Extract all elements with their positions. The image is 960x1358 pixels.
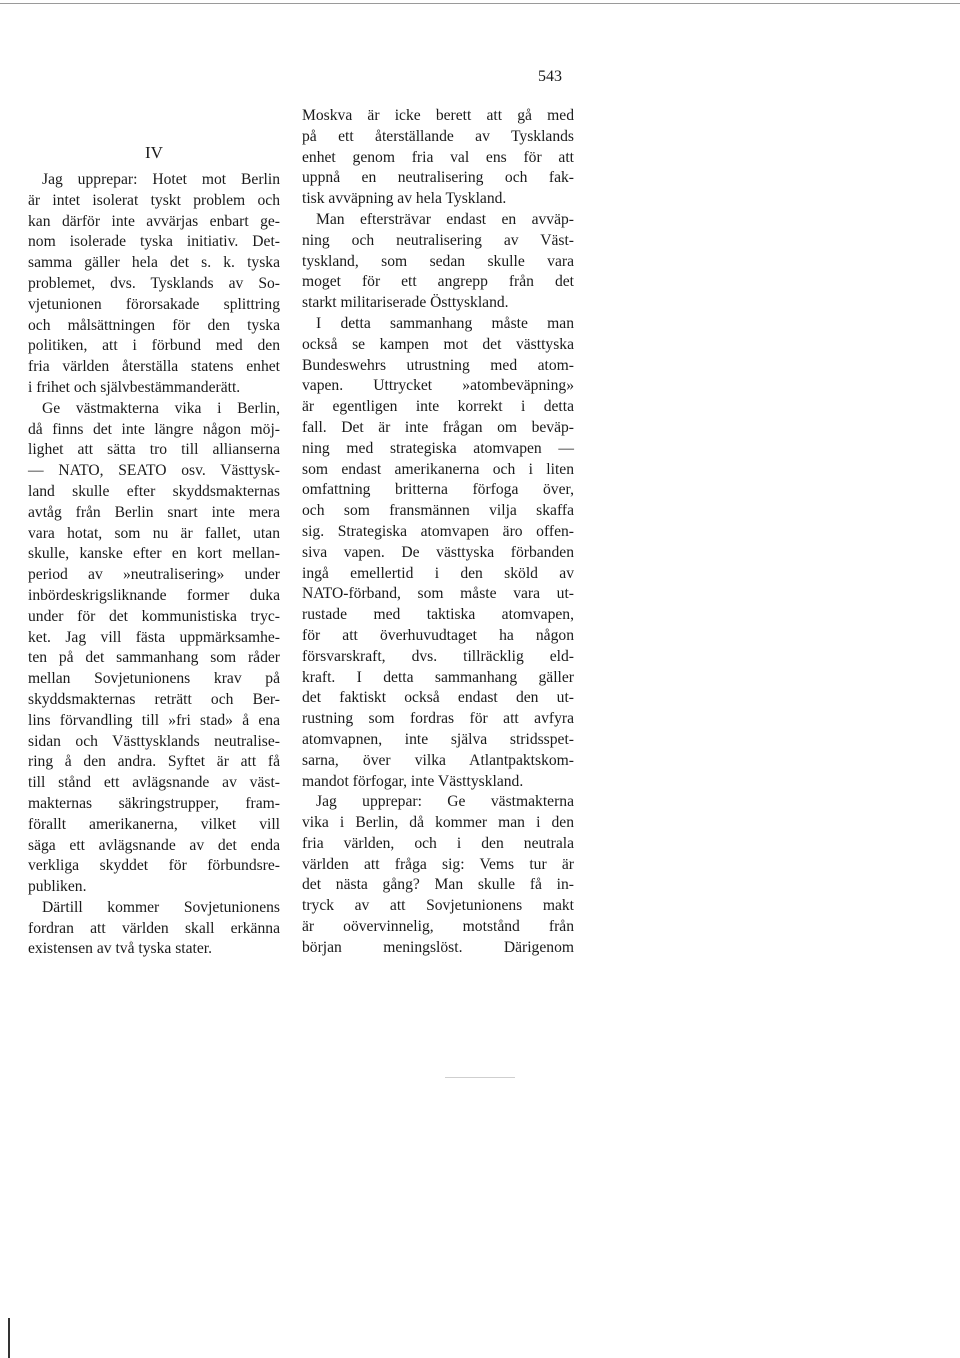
section-heading: IV — [145, 143, 163, 162]
text-line: sidan och Västtysklands neutralise- — [28, 732, 280, 750]
right-column-text — [302, 106, 574, 959]
text-line: kan därför inte avvärjas enbart ge- — [28, 212, 280, 230]
footer-rule — [445, 1077, 515, 1078]
text-line: ten på det sammanhang som råder — [28, 649, 280, 667]
text-line: världen att fråga sig: Vems tur är — [302, 855, 574, 873]
text-line: mandot förfogar, inte Västtyskland. — [302, 772, 524, 790]
text-line: moget för ett angrepp från det — [302, 273, 574, 291]
right-column — [302, 106, 574, 959]
text-line: Därtill kommer Sovjetunionens — [42, 898, 280, 916]
text-line: Man eftersträvar endast en avväp- — [316, 210, 574, 228]
text-line: Jag upprepar: Hotet mot Berlin — [42, 171, 280, 188]
text-line: då finns det inte längre någon möj- — [28, 420, 280, 438]
left-column — [28, 106, 280, 960]
text-line: problemet, dvs. Tysklands av So- — [28, 274, 280, 292]
text-line: I detta sammanhang måste man — [316, 314, 574, 332]
text-line: och målsättningen för den tyska — [28, 316, 280, 334]
scan-margin-mark — [8, 1318, 10, 1358]
text-line: är oövervinnelig, motstånd från — [302, 918, 574, 936]
text-line: tyskland, som sedan skulle vara — [302, 252, 574, 270]
text-line: politiken, att i förbund med den — [28, 337, 280, 355]
text-line: ning och neutralisering av Väst- — [302, 231, 574, 249]
text-line: säga ett avlägsnande av det enda — [28, 836, 280, 854]
text-line: nom isolerade tyska initiativ. Det- — [28, 233, 280, 251]
text-line: lighet att sätta tro till allianserna — [28, 441, 280, 459]
text-line: starkt militariserade Östtyskland. — [302, 294, 509, 312]
text-line: period av »neutralisering» under — [28, 566, 280, 584]
text-line: makternas säkringstrupper, fram- — [28, 794, 280, 812]
text-line: början meningslöst. Därigenom — [302, 938, 574, 956]
text-line: är egentligen inte korrekt i detta — [302, 398, 574, 416]
text-line: sig. Strategiska atomvapen äro offen- — [302, 522, 574, 540]
text-line: inbördeskrigsliknande former duka — [28, 586, 280, 604]
text-line: tisk avväpning av hela Tyskland. — [302, 190, 507, 208]
text-line: det nästa gång? Man skulle få in- — [302, 876, 574, 894]
text-line: verkliga skyddet för förbundsre- — [28, 857, 280, 875]
text-line: tryck av att Sovjetunionens makt — [302, 897, 574, 915]
text-line: uppnå en neutralisering och fak- — [302, 169, 574, 187]
text-line: fria världen, och i den neutrala — [302, 834, 574, 852]
text-line: existensen av två tyska stater. — [28, 940, 213, 958]
text-line: samma gäller hela det s. k. tyska — [28, 254, 280, 272]
text-line: publiken. — [28, 878, 87, 896]
text-line: ning med strategiska atomvapen — — [302, 439, 574, 457]
text-line: ket. Jag vill fästa uppmärksamhe- — [28, 628, 280, 646]
text-line: ingå emellertid i den sköld av — [302, 564, 574, 582]
text-line: mellan Sovjetunionens krav på — [28, 670, 280, 688]
text-line: land skulle efter skyddsmakternas — [28, 482, 280, 500]
text-line: vapen. Uttrycket »atombeväpning» — [302, 377, 574, 395]
text-line: enhet genom fria val ens för att — [302, 148, 574, 166]
text-line: skulle, kanske efter en kort mellan- — [28, 545, 280, 563]
scan-top-edge — [0, 3, 960, 4]
text-line: ring å den andra. Syftet är att få — [28, 753, 280, 771]
text-line: lins förvandling till »fri stad» å ena — [28, 711, 280, 729]
text-line: Bundeswehrs utrustning med atom- — [302, 356, 574, 374]
text-line: Moskva är icke berett att gå med — [302, 107, 574, 124]
text-line: rustade med taktiska atomvapen, — [302, 606, 574, 624]
text-line: rustning som fordras för att avfyra — [302, 710, 574, 728]
text-line: — NATO, SEATO osv. Västtysk- — [28, 462, 280, 480]
text-line: omfattning britterna förfoga över, — [302, 481, 574, 499]
text-line: är intet isolerat tyskt problem och — [28, 191, 280, 209]
text-line: på ett återställande av Tysklands — [302, 127, 574, 145]
left-column-text — [28, 170, 280, 960]
text-line: atomvapnen, inte själva stridsspet- — [302, 730, 574, 748]
text-line: under för det kommunistiska tryc- — [28, 607, 280, 625]
text-line: Jag upprepar: Ge västmakterna — [316, 793, 574, 811]
text-line: som endast amerikanerna och i liten — [302, 460, 574, 478]
text-line: vika i Berlin, då kommer man i den — [302, 814, 574, 832]
text-line: och som fransmännen vilja skaffa — [302, 502, 574, 520]
text-line: också se kampen mot det västtyska — [302, 335, 574, 353]
text-line: vjetunionen förorsakade splittring — [28, 295, 280, 313]
text-line: till stånd ett avlägsnande av väst- — [28, 774, 280, 792]
text-line: försvarskraft, dvs. tillräcklig eld- — [302, 647, 574, 665]
text-line: sarna, över vilka Atlantpaktskom- — [302, 751, 574, 769]
text-line: avtåg från Berlin snart inte mera — [28, 503, 280, 521]
text-line: vara hotat, som nu är fallet, utan — [28, 524, 280, 542]
text-line: NATO-förband, som måste vara ut- — [302, 585, 574, 603]
text-line: det faktiskt också endast den ut- — [302, 689, 574, 707]
text-line: fall. Det är inte frågan om beväp- — [302, 418, 574, 436]
text-line: fordran att världen skall erkänna — [28, 919, 280, 937]
text-line: skyddsmakternas reträtt och Ber- — [28, 690, 280, 708]
text-line: Ge västmakterna vika i Berlin, — [42, 399, 280, 417]
text-line: kraft. I detta sammanhang gäller — [302, 668, 574, 686]
text-line: för att överhuvudtaget ha någon — [302, 626, 574, 644]
text-line: förallt amerikanerna, vilket vill — [28, 815, 280, 833]
text-line: i frihet och självbestämmanderätt. — [28, 378, 241, 396]
text-line: fria världen återställa statens enhet — [28, 358, 280, 376]
text-line: siva vapen. De västtyska förbanden — [302, 543, 574, 561]
page-number: 543 — [538, 68, 562, 85]
